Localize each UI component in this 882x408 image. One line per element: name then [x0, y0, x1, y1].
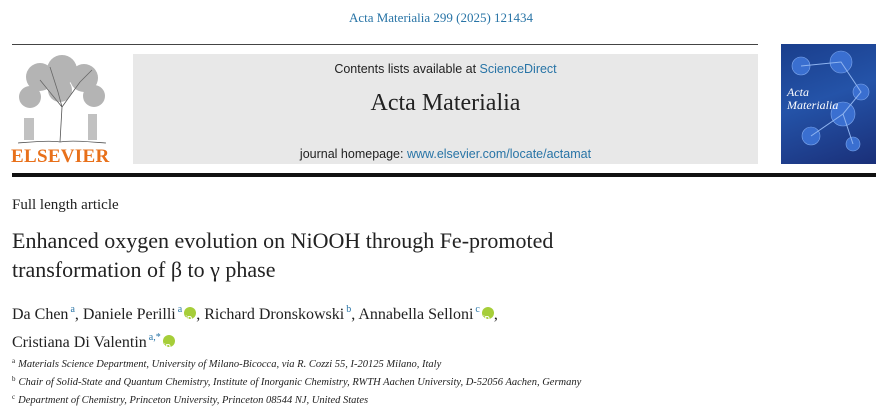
affiliation-item [12, 390, 772, 408]
article-title-line-2: transformation of β to γ phase [12, 257, 276, 282]
cover-title [787, 86, 838, 112]
affiliation-list [12, 354, 772, 408]
author[interactable] [83, 306, 196, 323]
affiliation-text: Materials Science Department, University of Milano-Bicocca, via R. Cozzi 55, I-20125 Milano, Italy [18, 359, 442, 370]
affiliation-text: Department of Chemistry, Princeton University, Princeton 08544 NJ, United States [18, 395, 369, 406]
affiliation-item [12, 354, 772, 372]
orcid-icon[interactable] [184, 307, 196, 319]
contents-line [133, 62, 758, 76]
author-affiliation-marker[interactable]: a [177, 304, 183, 315]
top-divider [12, 44, 758, 45]
journal-citation[interactable]: Acta Materialia 299 (2025) 121434 [348, 10, 534, 25]
affiliation-letter: c [12, 393, 16, 401]
author-name[interactable]: Annabella Selloni [358, 306, 474, 323]
author[interactable] [12, 306, 75, 323]
author-affiliation-marker[interactable]: c [475, 304, 480, 315]
journal-header-box [133, 54, 758, 164]
author[interactable] [358, 306, 494, 323]
journal-title: Acta Materialia [370, 90, 521, 116]
orcid-icon[interactable] [163, 335, 175, 347]
author-name[interactable]: Richard Dronskowski [204, 306, 345, 323]
homepage-line [133, 147, 758, 161]
cover-title-line-1: Acta [787, 85, 809, 99]
author-affiliation-marker[interactable]: a [70, 304, 75, 315]
affiliation-letter: a [12, 357, 16, 365]
article-type: Full length article [12, 197, 119, 213]
cover-title-line-2: Materialia [787, 98, 839, 112]
author[interactable] [204, 306, 351, 323]
homepage-prefix: journal homepage: [299, 147, 407, 161]
author-list: Da Chen $^a$, Daniele Perilli $^a$iD , Richard Dronskowski $^b$, Annabella Selloni $^c$iD , Cristiana Di Valentin $^{a,*}$iD [12, 298, 772, 354]
article-title [12, 226, 772, 284]
orcid-icon[interactable] [482, 307, 494, 319]
article-title-line-1: Enhanced oxygen evolution on NiOOH through Fe-promoted [12, 228, 554, 253]
author-name[interactable]: Da Chen [12, 306, 69, 323]
journal-cover-thumbnail[interactable] [781, 44, 876, 164]
author-name[interactable]: Cristiana Di Valentin [12, 334, 147, 351]
contents-prefix: Contents lists available at [334, 62, 480, 76]
affiliation-item [12, 372, 772, 390]
sciencedirect-link[interactable]: ScienceDirect [479, 62, 557, 76]
journal-homepage-link[interactable]: www.elsevier.com/locate/actamat [406, 147, 592, 161]
publisher-name: ELSEVIER [11, 146, 110, 167]
affiliation-text: Chair of Solid-State and Quantum Chemistry, Institute of Inorganic Chemistry, RWTH Aachen University, D-52056 Aachen, Germany [18, 377, 582, 388]
affiliation-letter: b [12, 375, 16, 383]
header-divider [12, 173, 876, 177]
author-affiliation-marker[interactable]: b [346, 304, 352, 315]
author-affiliation-marker[interactable]: a,* [148, 332, 161, 343]
author[interactable] [12, 334, 175, 351]
author-name[interactable]: Daniele Perilli [82, 306, 176, 323]
